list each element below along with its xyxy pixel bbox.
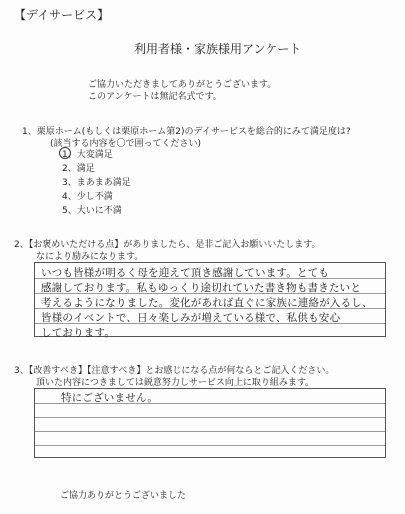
section-tag: 【デイサービス】 bbox=[14, 8, 110, 22]
handwritten-line: いつも皆様が明るく母を迎えて頂き感謝しています。とても bbox=[41, 267, 330, 279]
question-2-sub: なにより励みになります。 bbox=[36, 252, 144, 262]
closing-text: ご協力ありがとうございました bbox=[60, 491, 187, 501]
option-5[interactable]: 5、大いに不満 bbox=[62, 206, 122, 216]
handwritten-line: 感謝しております。私もゆっくり途切れていた書き物も書きたいと bbox=[41, 282, 362, 294]
answer-box-2[interactable] bbox=[34, 262, 386, 337]
handwritten-line: 皆様のイベントで、日々楽しみが増えている様で、私供も安心 bbox=[41, 312, 341, 324]
handwritten-line: しております。 bbox=[41, 327, 116, 339]
rule-line bbox=[35, 417, 385, 418]
page-title: 利用者様・家族様用アンケート bbox=[134, 42, 302, 56]
handwritten-line: 考えるようになりました。変化があれば直ぐに家族に連絡が入るし、 bbox=[41, 297, 373, 309]
question-3-sub: 頂いた内容につきましては鋭意努力しサービス向上に取り組みます。 bbox=[36, 378, 315, 388]
answer-box-3[interactable] bbox=[34, 388, 386, 458]
question-3-text: 3、【改善すべき】【注意すべき】とお感じになる点が何ならとご記入ください。 bbox=[14, 366, 335, 376]
rule-line bbox=[35, 431, 385, 432]
option-4[interactable]: 4、少し不満 bbox=[62, 192, 113, 202]
intro-line-1: ご協力いただきましてありがとうございます。 bbox=[88, 80, 277, 90]
option-1[interactable]: 1、大変満足 bbox=[62, 150, 113, 160]
question-2-text: 2、【お褒めいただける点】がありましたら、是非ご記入お願いいたします。 bbox=[14, 240, 321, 250]
question-1-text: 1、栗原ホーム(もしくは栗原ホーム第2)のデイサービスを総合的にみて満足度は? bbox=[22, 127, 351, 137]
question-1-instruction: (該当する内容を〇で囲ってください) bbox=[50, 139, 202, 149]
option-2[interactable]: 2、満足 bbox=[62, 164, 95, 174]
option-3[interactable]: 3、まあまあ満足 bbox=[62, 178, 131, 188]
intro-line-2: このアンケートは無記名式です。 bbox=[88, 92, 222, 102]
handwritten-line: 特にございません。 bbox=[61, 392, 158, 404]
rule-line bbox=[35, 445, 385, 446]
